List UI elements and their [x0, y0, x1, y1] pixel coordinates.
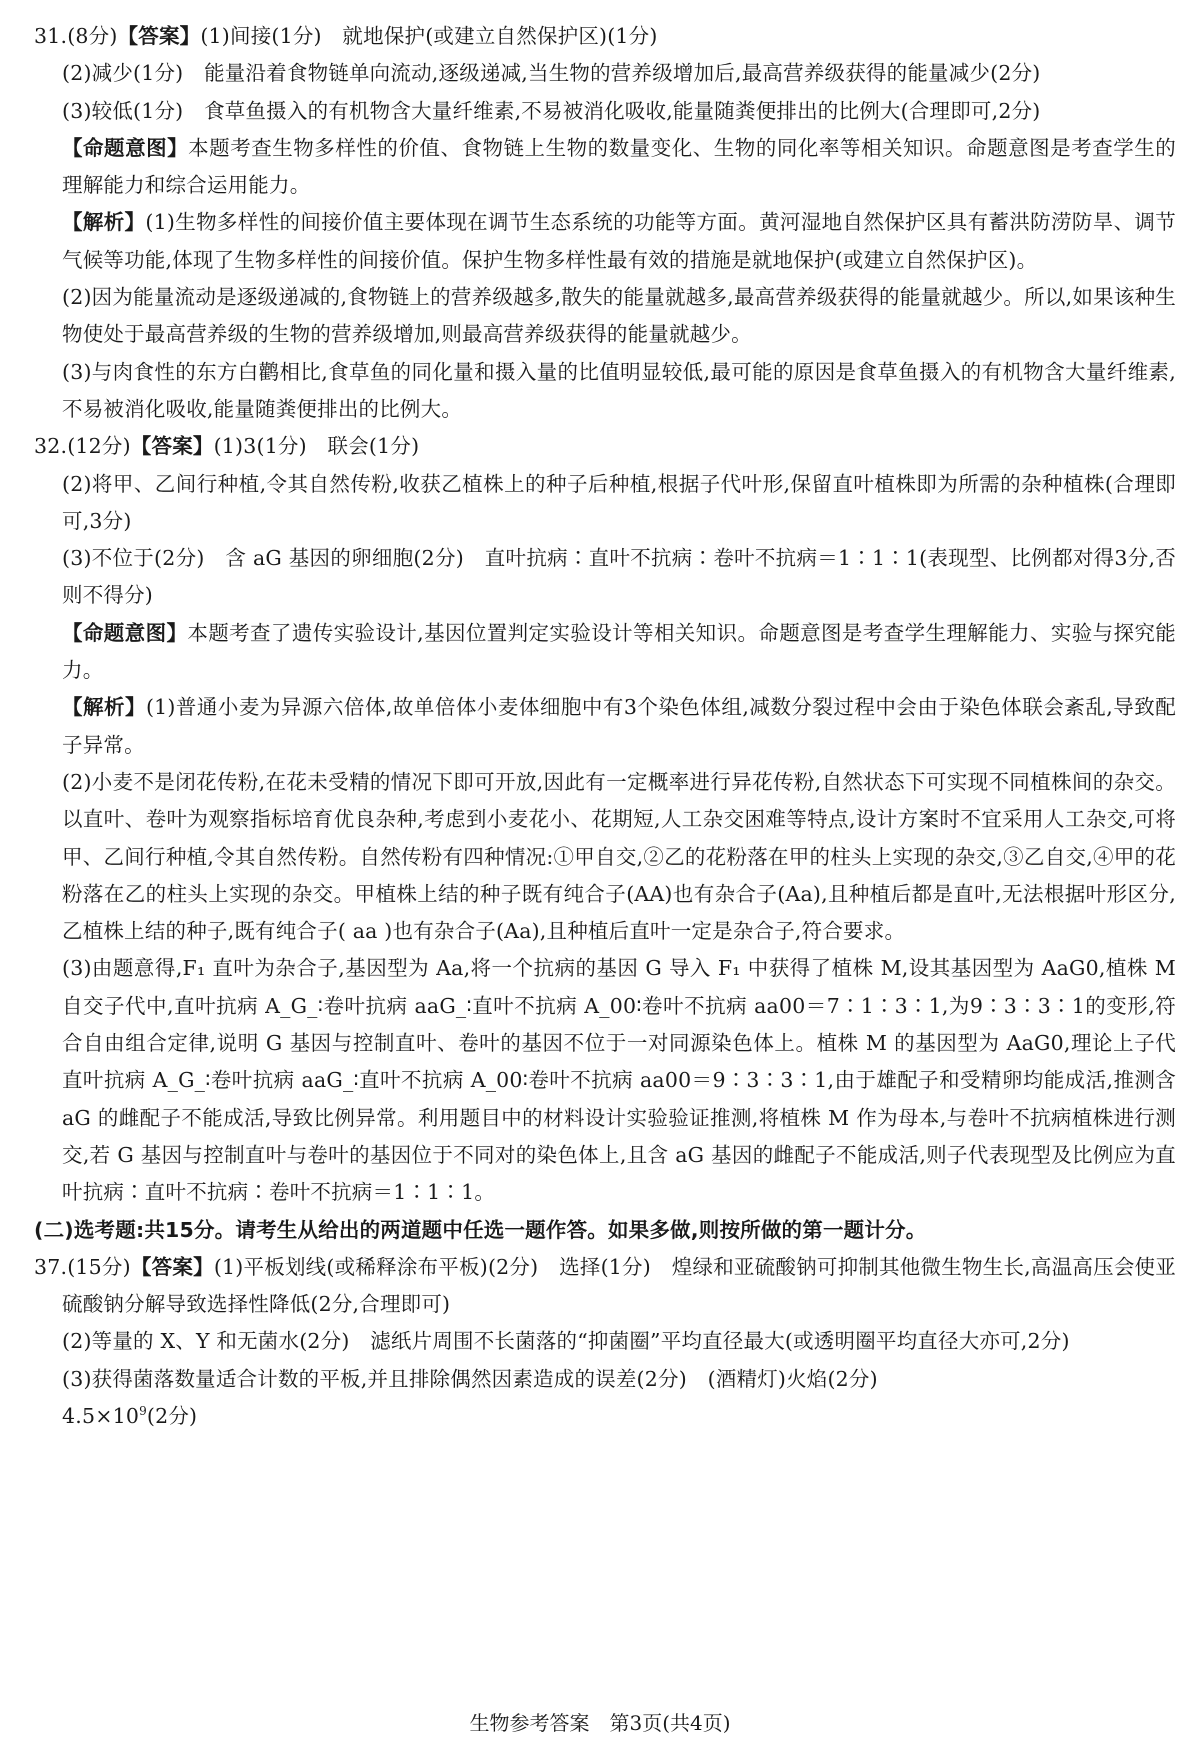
- q32-answer: [34, 428, 1176, 465]
- q31-intent: [34, 130, 1176, 205]
- q31-analysis-3: (3)与肉食性的东方白鹳相比,食草鱼的同化量和摄入量的比值明显较低,最可能的原因是食草鱼摄入的有机物含大量纤维素,不易被消化吸收,能量随粪便排出的比例大。: [62, 359, 1176, 421]
- q31-answer-3: (3)较低(1分) 食草鱼摄入的有机物含大量纤维素,不易被消化吸收,能量随粪便排出的比例大(合理即可,2分): [62, 98, 1041, 123]
- q32-number: 32.(12分): [34, 434, 131, 459]
- q37-answer-tag: 【答案】: [130, 1254, 214, 1279]
- q32-analysis-3: (3)由题意得,F₁ 直叶为杂合子,基因型为 Aa,将一个抗病的基因 G 导入 F₁ 中获得了植株 M,设其基因型为 AaG0,植株 M 自交子代中,直叶抗病 A_G_∶卷叶抗病 aaG_∶直叶不抗病 A_00∶卷叶不抗病 aa00＝7∶1∶3∶1,为9∶3∶3∶1的变形,符合自由组合定律,说明 G 基因与控制直叶、卷叶的基因不位于一对同源染色体上。植株 M 的基因型为 AaG0,理论上子代直叶抗病 A_G_∶卷叶抗病 aaG_∶直叶不抗病 A_00∶卷叶不抗病 aa00＝9∶3∶3∶1,由于雄配子和受精卵均能成活,推测含 aG 的雌配子不能成活,导致比例异常。利用题目中的材料设计实验验证推测,将植株 M 作为母本,与卷叶不抗病植株进行测交,若 G 基因与控制直叶与卷叶的基因位于不同对的染色体上,且含 aG 基因的雌配子不能成活,则子代表现型及比例应为直叶抗病∶直叶不抗病∶卷叶不抗病＝1∶1∶1。: [62, 956, 1176, 1205]
- q31-analysis-2: (2)因为能量流动是逐级递减的,食物链上的营养级越多,散失的能量就越多,最高营养级获得的能量就越少。所以,如果该种生物使处于最高营养级的生物的营养级增加,则最高营养级获得的能量就越少。: [62, 285, 1176, 347]
- q31-analysis-tag: 【解析】: [62, 210, 146, 235]
- q31-intent-text: 本题考查生物多样性的价值、食物链上生物的数量变化、生物的同化率等相关知识。命题意图是考查学生的理解能力和综合运用能力。: [62, 135, 1176, 198]
- q37-answer-2: (2)等量的 X、Y 和无菌水(2分) 滤纸片周围不长菌落的“抑菌圈”平均直径最大(或透明圈平均直径大亦可,2分): [62, 1329, 1070, 1354]
- q32-intent-tag: 【命题意图】: [62, 620, 188, 645]
- q32-answer-tag: 【答案】: [130, 434, 214, 459]
- q31-analysis-1: (1)生物多样性的间接价值主要体现在调节生态系统的功能等方面。黄河湿地自然保护区具有蓄洪防涝防旱、调节气候等功能,体现了生物多样性的间接价值。保护生物多样性最有效的措施是就地保护(或建立自然保护区)。: [62, 210, 1176, 272]
- q37-answer: [34, 1249, 1176, 1324]
- q37-number: 37.(15分): [34, 1254, 131, 1279]
- q37-answer-4: [34, 1398, 1176, 1435]
- q32-intent-text: 本题考查了遗传实验设计,基因位置判定实验设计等相关知识。命题意图是考查学生理解能力、实验与探究能力。: [62, 620, 1176, 683]
- page-content: [34, 18, 1176, 1435]
- q37-answer-4-base: 4.5×10: [62, 1403, 140, 1428]
- q32-analysis-1: (1)普通小麦为异源六倍体,故单倍体小麦体细胞中有3个染色体组,减数分裂过程中会由于染色体联会紊乱,导致配子异常。: [62, 695, 1176, 757]
- q31-answer-2: (2)减少(1分) 能量沿着食物链单向流动,逐级递减,当生物的营养级增加后,最高营养级获得的能量减少(2分): [62, 61, 1041, 86]
- q31-analysis: [34, 204, 1176, 279]
- q32-answer-2: (2)将甲、乙间行种植,令其自然传粉,收获乙植株上的种子后种植,根据子代叶形,保留直叶植株即为所需的杂种植株(合理即可,3分): [62, 471, 1176, 533]
- q31-answer-1: (1)间接(1分) 就地保护(或建立自然保护区)(1分): [200, 24, 658, 48]
- q32-answer-3: (3)不位于(2分) 含 aG 基因的卵细胞(2分) 直叶抗病∶直叶不抗病∶卷叶不抗病＝1∶1∶1(表现型、比例都对得3分,否则不得分): [62, 546, 1176, 608]
- q31-answer-tag: 【答案】: [117, 24, 201, 48]
- q32-intent: [34, 615, 1176, 690]
- q31-number: 31.(8分): [34, 24, 118, 48]
- q32-analysis-2: (2)小麦不是闭花传粉,在花未受精的情况下即可开放,因此有一定概率进行异花传粉,自然状态下可实现不同植株间的杂交。以直叶、卷叶为观察指标培育优良杂种,考虑到小麦花小、花期短,人工杂交困难等特点,设计方案时不宜采用人工杂交,可将甲、乙间行种植,令其自然传粉。自然传粉有四种情况:①甲自交,②乙的花粉落在甲的柱头上实现的杂交,③乙自交,④甲的花粉落在乙的柱头上实现的杂交。甲植株上结的种子既有纯合子(AA)也有杂合子(Aa),且种植后都是直叶,无法根据叶形区分,乙植株上结的种子,既有纯合子( aa )也有杂合子(Aa),且种植后直叶一定是杂合子,符合要求。: [62, 769, 1176, 944]
- q37-answer-1: (1)平板划线(或稀释涂布平板)(2分) 选择(1分) 煌绿和亚硫酸钠可抑制其他微生物生长,高温高压会使亚硫酸钠分解导致选择性降低(2分,合理即可): [62, 1254, 1176, 1317]
- page-footer: 生物参考答案 第3页(共4页): [469, 1711, 731, 1735]
- q31-answer: [34, 18, 1176, 55]
- q37-answer-4-exponent: 9: [139, 1404, 147, 1419]
- q32-answer-1: (1)3(1分) 联会(1分): [213, 434, 420, 459]
- q37-answer-3: (3)获得菌落数量适合计数的平板,并且排除偶然因素造成的误差(2分) (酒精灯)火焰(2分): [62, 1366, 878, 1391]
- q32-analysis-tag: 【解析】: [62, 695, 146, 720]
- section-heading: (二)选考题:共15分。请考生从给出的两道题中任选一题作答。如果多做,则按所做的第一题计分。: [34, 1217, 927, 1242]
- q37-answer-4-score: (2分): [146, 1403, 198, 1428]
- q31-intent-tag: 【命题意图】: [62, 135, 189, 160]
- q32-analysis: [34, 689, 1176, 764]
